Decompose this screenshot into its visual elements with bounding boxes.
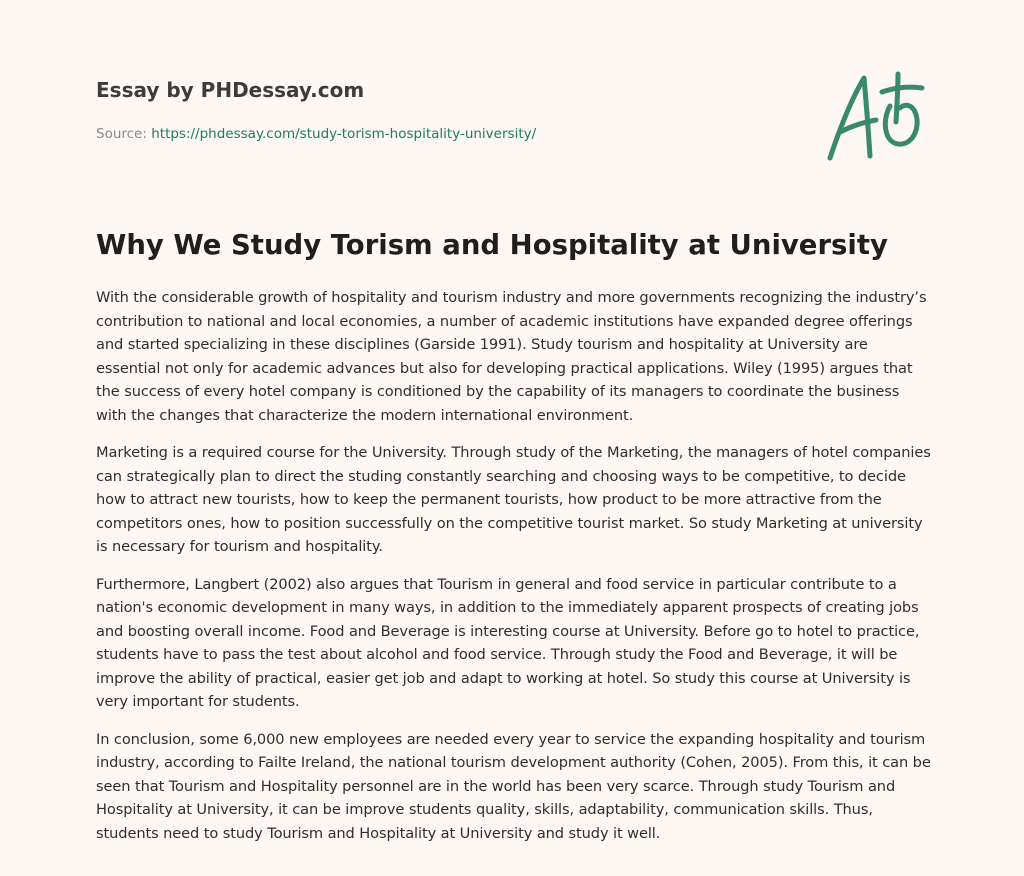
essay-paragraph: Marketing is a required course for the University. Through study of the Marketing, the managers of hotel companies can strategically plan to direct the studing constantly searching and choosing ways to be competitive, to decide how to attract new tourists, how to keep the permanent tourists, how product to be more attractive from the competitors ones, how to position successfully on the competitive tourist market. So study Marketing at university is necessary for tourism and hospitality. <box>96 444 931 555</box>
essay-paragraph: With the considerable growth of hospitality and tourism industry and more governments recognizing the industry’s contribution to national and local economies, a number of academic institutions have expanded degree offerings and started specializing in these disciplines (Garside 1991). Study tourism and hospitality at University are essential not only for academic advances but also for developing practical applications. Wiley (1995) argues that the success of every hotel company is conditioned by the capability of its managers to coordinate the business with the changes that characterize the modern international environment. <box>96 289 927 424</box>
source-label: Source: <box>96 126 147 142</box>
header <box>96 76 796 144</box>
site-title: Essay by PHDessay.com <box>96 78 365 102</box>
essay-body <box>96 286 932 859</box>
a-plus-logo <box>818 66 930 166</box>
essay-title: Why We Study Torism and Hospitality at University <box>96 229 888 261</box>
a-plus-logo-graphic <box>818 66 930 166</box>
source-line <box>96 124 796 144</box>
source-link[interactable]: https://phdessay.com/study-torism-hospitality-university/ <box>151 126 537 142</box>
essay-paragraph: In conclusion, some 6,000 new employees are needed every year to service the expanding hospitality and tourism industry, according to Failte Ireland, the national tourism development authority (Cohen, 2005). From this, it can be seen that Tourism and Hospitality personnel are in the world has been very scarce. Through study Tourism and Hospitality at University, it can be improve students quality, skills, adaptability, communication skills. Thus, students need to study Tourism and Hospitality at University and study it well. <box>96 730 931 842</box>
essay-paragraph: Furthermore, Langbert (2002) also argues that Tourism in general and food service in particular contribute to a nation's economic development in many ways, in addition to the immediately apparent prospects of creating jobs and boosting overall income. Food and Beverage is interesting course at University. Before go to hotel to practice, students have to pass the test about alcohol and food service. Through study the Food and Beverage, it will be improve the ability of practical, easier get job and adapt to working at hotel. So study this course at University is very important for students. <box>96 575 920 710</box>
